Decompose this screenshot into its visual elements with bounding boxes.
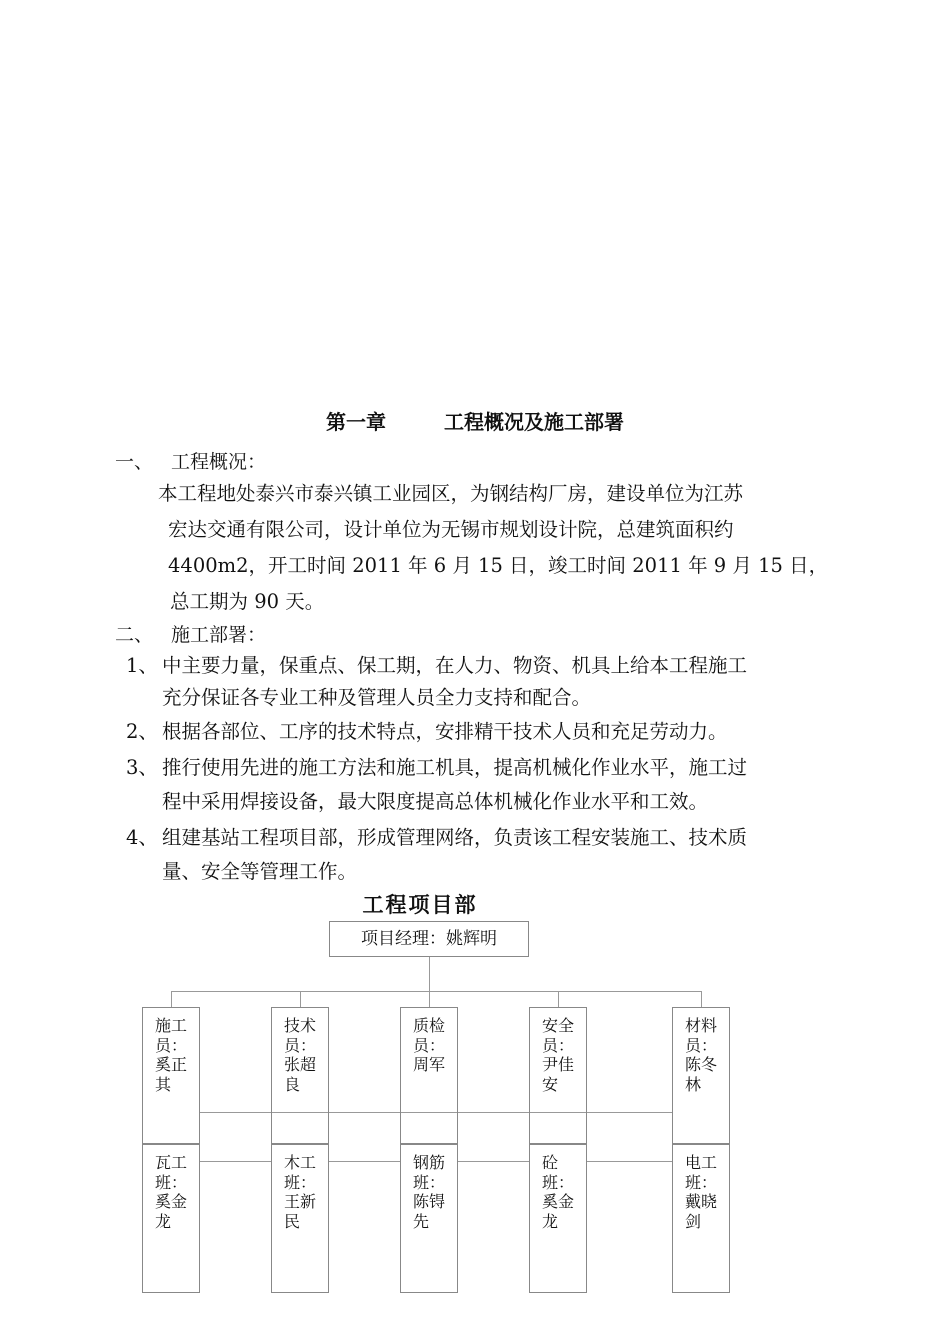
section1-line-4: 总工期为 90 天。 — [170, 590, 325, 613]
item-3-line-2: 程中采用焊接设备，最大限度提高总体机械化作业水平和工效。 — [162, 790, 709, 813]
item-2-number: 2、 — [126, 720, 158, 743]
item-4-number: 4、 — [126, 826, 158, 849]
item-1-line-1: 中主要力量，保重点、保工期，在人力、物资、机具上给本工程施工 — [162, 654, 748, 677]
section1-line-2: 宏达交通有限公司，设计单位为无锡市规划设计院，总建筑面积约 — [168, 518, 734, 541]
top-branch-line — [171, 991, 702, 992]
item-3-number: 3、 — [126, 756, 158, 779]
org-box-carpentry-team: 木工班：王新民 — [271, 1144, 329, 1293]
org-box-concrete-team: 砼班：奚金龙 — [529, 1144, 587, 1293]
branch-drop-4 — [558, 991, 559, 1007]
branch-drop-3 — [429, 991, 430, 1007]
org-box-rebar-team: 钢筋班：陈锝先 — [400, 1144, 458, 1293]
org-box-electrical-team: 电工班：戴晓剑 — [672, 1144, 730, 1293]
org-box-materials-officer: 材料员：陈冬林 — [672, 1007, 730, 1144]
bottom-link-1 — [200, 1161, 271, 1162]
branch-drop-2 — [300, 991, 301, 1007]
chapter-title — [0, 406, 950, 435]
org-box-safety-officer: 安全员：尹佳安 — [529, 1007, 587, 1144]
org-box-masonry-team: 瓦工班：奚金龙 — [142, 1144, 200, 1293]
section1-line-1: 本工程地处泰兴市泰兴镇工业园区，为钢结构厂房，建设单位为江苏 — [158, 482, 744, 505]
chapter-heading: 工程概况及施工部署 — [444, 410, 624, 434]
item-1-number: 1、 — [126, 654, 158, 677]
item-4-line-2: 量、安全等管理工作。 — [162, 860, 358, 883]
section2-heading: 施工部署： — [171, 624, 267, 646]
section1-heading: 工程概况： — [171, 451, 267, 473]
section2-marker: 二、 — [115, 624, 154, 646]
manager-connector — [429, 957, 430, 991]
manager-box: 项目经理：姚辉明 — [329, 921, 529, 957]
branch-drop-5 — [701, 991, 702, 1007]
item-3-line-1: 推行使用先进的施工方法和施工机具，提高机械化作业水平，施工过 — [162, 756, 748, 779]
org-box-construction-staff: 施工员：奚正其 — [142, 1007, 200, 1144]
org-chart-title: 工程项目部 — [362, 892, 478, 917]
branch-drop-1 — [171, 991, 172, 1007]
org-box-technician: 技术员：张超良 — [271, 1007, 329, 1144]
bottom-link-4 — [587, 1161, 672, 1162]
item-2-line-1: 根据各部位、工序的技术特点，安排精干技术人员和充足劳动力。 — [162, 720, 728, 743]
section1-marker: 一、 — [115, 451, 154, 473]
section1-line-3: 4400m2，开工时间 2011 年 6 月 15 日，竣工时间 2011 年 9 月 15 日， — [168, 554, 829, 577]
chapter-number: 第一章 — [326, 410, 386, 434]
bottom-link-2 — [329, 1161, 400, 1162]
bottom-link-3 — [458, 1161, 529, 1162]
org-box-quality-inspector: 质检员：周军 — [400, 1007, 458, 1144]
item-4-line-1: 组建基站工程项目部，形成管理网络，负责该工程安装施工、技术质 — [162, 826, 748, 849]
item-1-line-2: 充分保证各专业工种及管理人员全力支持和配合。 — [162, 686, 592, 709]
